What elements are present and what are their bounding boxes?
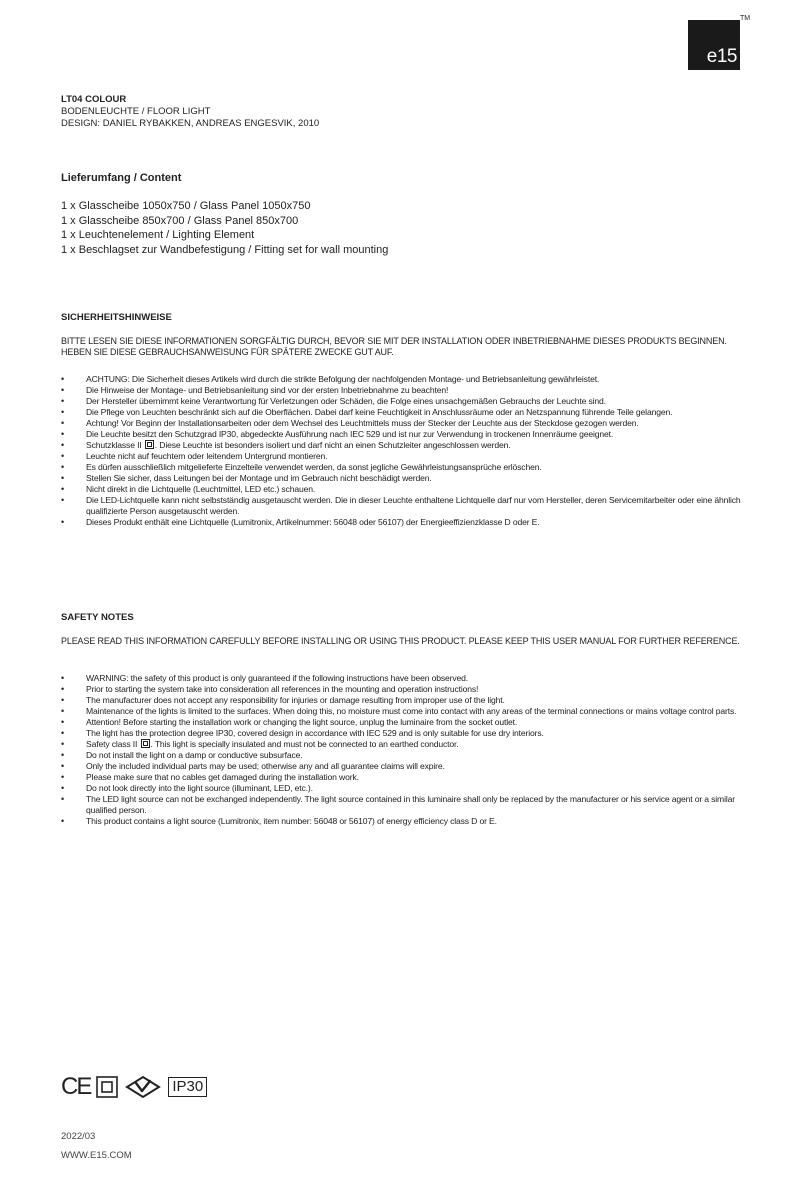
content-item: 1 x Beschlagset zur Wandbefestigung / Fitting set for wall mounting (61, 243, 389, 256)
certification-marks (61, 1075, 207, 1099)
ce-mark-icon: CE (61, 1073, 91, 1100)
content-item: 1 x Glasscheibe 850x700 / Glass Panel 850x700 (61, 214, 299, 227)
list-item: • Only the included individual parts may be used; otherwise any and all guarantee claims will expire. (61, 761, 751, 772)
website-url: WWW.E15.COM (61, 1150, 132, 1161)
list-item: • Maintenance of the lights is limited to the surfaces. When doing this, no moisture must come into contact with any areas of the terminal connections or mains voltage control parts. (61, 706, 751, 717)
print-date: 2022/03 (61, 1131, 96, 1142)
list-item: • This product contains a light source (Lumitronix, item number: 56048 or 56107) of energy efficiency class D or E. (61, 816, 751, 827)
list-item (61, 739, 751, 750)
list-item: • Achtung! Vor Beginn der Installationsarbeiten oder dem Wechsel des Leuchtmittels muss der Stecker der Leuchte aus der Steckdose gezogen werden. (61, 418, 751, 429)
list-item: • Leuchte nicht auf feuchtem oder leitendem Untergrund montieren. (61, 451, 751, 462)
list-item: • Please make sure that no cables get damaged during the installation work. (61, 772, 751, 783)
product-design-credit: DESIGN: DANIEL RYBAKKEN, ANDREAS ENGESVIK, 2010 (61, 118, 320, 129)
list-item: • Die Hinweise der Montage- und Betriebsanleitung sind vor der ersten Inbetriebnahme zu beachten! (61, 385, 751, 396)
list-item: • The light has the protection degree IP30, covered design in accordance with IEC 529 and is only suitable for use dry interiors. (61, 728, 751, 739)
product-title: LT04 COLOUR (61, 94, 127, 105)
e15-logo (688, 20, 740, 70)
safety-en-intro: PLEASE READ THIS INFORMATION CAREFULLY BEFORE INSTALLING OR USING THIS PRODUCT. PLEASE KEEP THIS USER MANUAL FOR FURTHER REFERENCE. (61, 636, 740, 646)
list-item: • The LED light source can not be exchanged independently. The light source contained in this luminaire shall only be replaced by the manufacturer or his service agent or a similar qualified person. (61, 794, 751, 816)
protection-class-ii-icon (145, 440, 154, 449)
content-item: 1 x Leuchtenelement / Lighting Element (61, 229, 255, 241)
safety-en-title: SAFETY NOTES (61, 612, 134, 623)
list-item: • Stellen Sie sicher, dass Leitungen bei der Montage und im Gebrauch nicht beschädigt werden. (61, 473, 751, 484)
list-item (61, 440, 751, 451)
product-subtitle: BODENLEUCHTE / FLOOR LIGHT (61, 106, 211, 117)
list-item: • Dieses Produkt enthält eine Lichtquelle (Lumitronix, Artikelnummer: 56048 oder 56107) der Energieeffizienzklasse D oder E. (61, 517, 751, 528)
list-item: • Die Leuchte besitzt den Schutzgrad IP30, abgedeckte Ausführung nach IEC 529 und ist nur zur Verwendung in trockenen Innenräume geeignet. (61, 429, 751, 440)
safety-class-text: . This light is specially insulated and must not be connected to an earthed conductor. (150, 739, 459, 749)
content-list (61, 199, 388, 257)
list-item: • Es dürfen ausschließlich mitgelieferte Einzelteile verwendet werden, da sonst jegliche Gewährleistungsansprüche erlöschen. (61, 462, 751, 473)
protection-class-ii-icon (96, 1076, 118, 1098)
logo-text: e15 (706, 46, 737, 67)
list-item: • Do not install the light on a damp or conductive subsurface. (61, 750, 751, 761)
safety-de-intro: BITTE LESEN SIE DIESE INFORMATIONEN SORGFÄLTIG DURCH, BEVOR SIE MIT DER INSTALLATION ODER INBETRIEBNAHME DIESES PRODUKTS BEGINNEN. HEBEN SIE DIESE GEBRAUCHSANWEISUNG FÜR SPÄTERE ZWECKE GUT AUF. (61, 336, 727, 357)
protection-class-text: . Diese Leuchte ist besonders isoliert und darf nicht an einen Schutzleiter angeschlossen werden. (154, 440, 511, 450)
protection-class-ii-icon (141, 739, 150, 748)
list-item: • Nicht direkt in die Lichtquelle (Leuchtmittel, LED etc.) schauen. (61, 484, 751, 495)
list-item: • Attention! Before starting the installation work or changing the light source, unplug the luminaire from the socket outlet. (61, 717, 751, 728)
list-item: • The manufacturer does not accept any responsibility for injuries or damage resulting from improper use of the light. (61, 695, 751, 706)
list-item: • WARNING: the safety of this product is only guaranteed if the following instructions have been observed. (61, 673, 751, 684)
list-item: • Der Hersteller übernimmt keine Verantwortung für Verletzungen oder Schäden, die Folge eines unsachgemäßen Gebrauchs der Leuchte sind. (61, 396, 751, 407)
ip30-mark: IP30 (168, 1077, 207, 1097)
safety-class-label: Safety class II (86, 739, 138, 749)
trademark-mark: TM (740, 15, 751, 22)
list-item: • Die LED-Lichtquelle kann nicht selbstständig ausgetauscht werden. Die in dieser Leuchte enthaltene Lichtquelle darf nur vom Hersteller, deren Servicemitarbeiter oder eine ähnlich qualifizierte Person ausgetauscht werden. (61, 495, 751, 517)
list-item: • Die Pflege von Leuchten beschränkt sich auf die Oberflächen. Dabei darf keine Feuchtigkeit in Anschlussräume oder an Netzspannung führende Teile gelangen. (61, 407, 751, 418)
safety-en-list (61, 673, 751, 827)
list-item: • Do not look directly into the light source (illuminant, LED, etc.). (61, 783, 751, 794)
content-item: 1 x Glasscheibe 1050x750 / Glass Panel 1050x750 (61, 200, 311, 212)
list-item: • ACHTUNG: Die Sicherheit dieses Artikels wird durch die strikte Befolgung der nachfolgenden Montage- und Betriebsanleitung gewährleistet. (61, 374, 751, 385)
product-header (61, 94, 319, 130)
rcm-mark-icon (124, 1075, 162, 1099)
content-title: Lieferumfang / Content (61, 172, 182, 184)
safety-de-title: SICHERHEITSHINWEISE (61, 312, 172, 323)
list-item: • Prior to starting the system take into consideration all references in the mounting and operation instructions! (61, 684, 751, 695)
safety-de-list (61, 374, 751, 528)
protection-class-label: Schutzklasse II (86, 440, 142, 450)
